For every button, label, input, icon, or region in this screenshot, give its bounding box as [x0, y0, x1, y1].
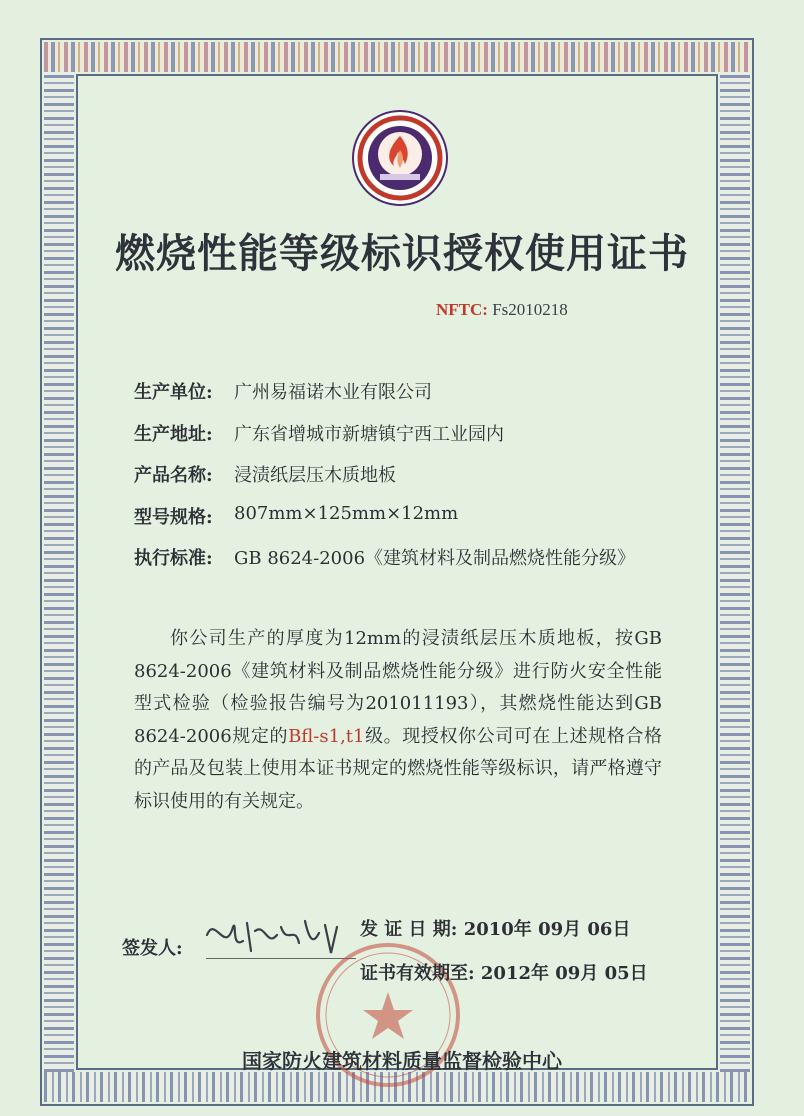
field-row-address	[134, 420, 694, 462]
field-label: 执行标准:	[134, 548, 213, 569]
field-value: 807mm×125mm×12mm	[234, 502, 459, 524]
certificate-code	[436, 300, 568, 320]
field-row-spec	[134, 503, 694, 545]
fire-grade: Bfl-s1,t1	[288, 725, 365, 747]
field-label: 生产单位:	[134, 382, 213, 403]
certificate-fields	[134, 378, 694, 586]
issue-date: 发 证 日 期: 2010年 09月 06日	[360, 919, 631, 940]
valid-until-date: 证书有效期至: 2012年 09月 05日	[360, 963, 648, 984]
field-value: 广东省增城市新塘镇宁西工业园内	[234, 423, 504, 445]
field-label: 生产地址:	[134, 423, 213, 445]
body-part2: 级。现授权你公司可在上述规格合格的产品及包装上使用本证书规定的燃烧性能等级标识，请严格遵守标识使用的有关规定。	[134, 725, 662, 812]
body-paragraph	[134, 623, 662, 818]
field-row-manufacturer	[134, 378, 694, 420]
signer-label: 签发人:	[122, 938, 183, 959]
field-row-standard	[134, 544, 694, 586]
seal-logo-icon	[350, 108, 450, 208]
body-part1: 你公司生产的厚度为12mm的浸渍纸层压木质地板，按GB 8624-2006《建筑材料及制品燃烧性能分级》进行防火安全性能型式检验（检验报告编号为201011193），其燃烧性能达到GB 8624-2006规定的	[134, 628, 662, 747]
issuing-organization: 国家防火建筑材料质量监督检验中心	[242, 1049, 562, 1073]
certificate-title: 燃烧性能等级标识授权使用证书	[115, 230, 689, 277]
certificate-body	[134, 623, 662, 818]
code-label: NFTC:	[436, 300, 488, 319]
field-label: 型号规格:	[134, 506, 213, 528]
field-value: 广州易福诺木业有限公司	[234, 382, 432, 403]
code-value: Fs2010218	[492, 300, 568, 319]
field-value: 浸渍纸层压木质地板	[234, 465, 396, 486]
field-label: 产品名称:	[134, 465, 213, 486]
certificate-dates	[360, 915, 648, 1003]
field-value: GB 8624-2006《建筑材料及制品燃烧性能分级》	[234, 548, 636, 569]
field-row-product	[134, 461, 694, 503]
